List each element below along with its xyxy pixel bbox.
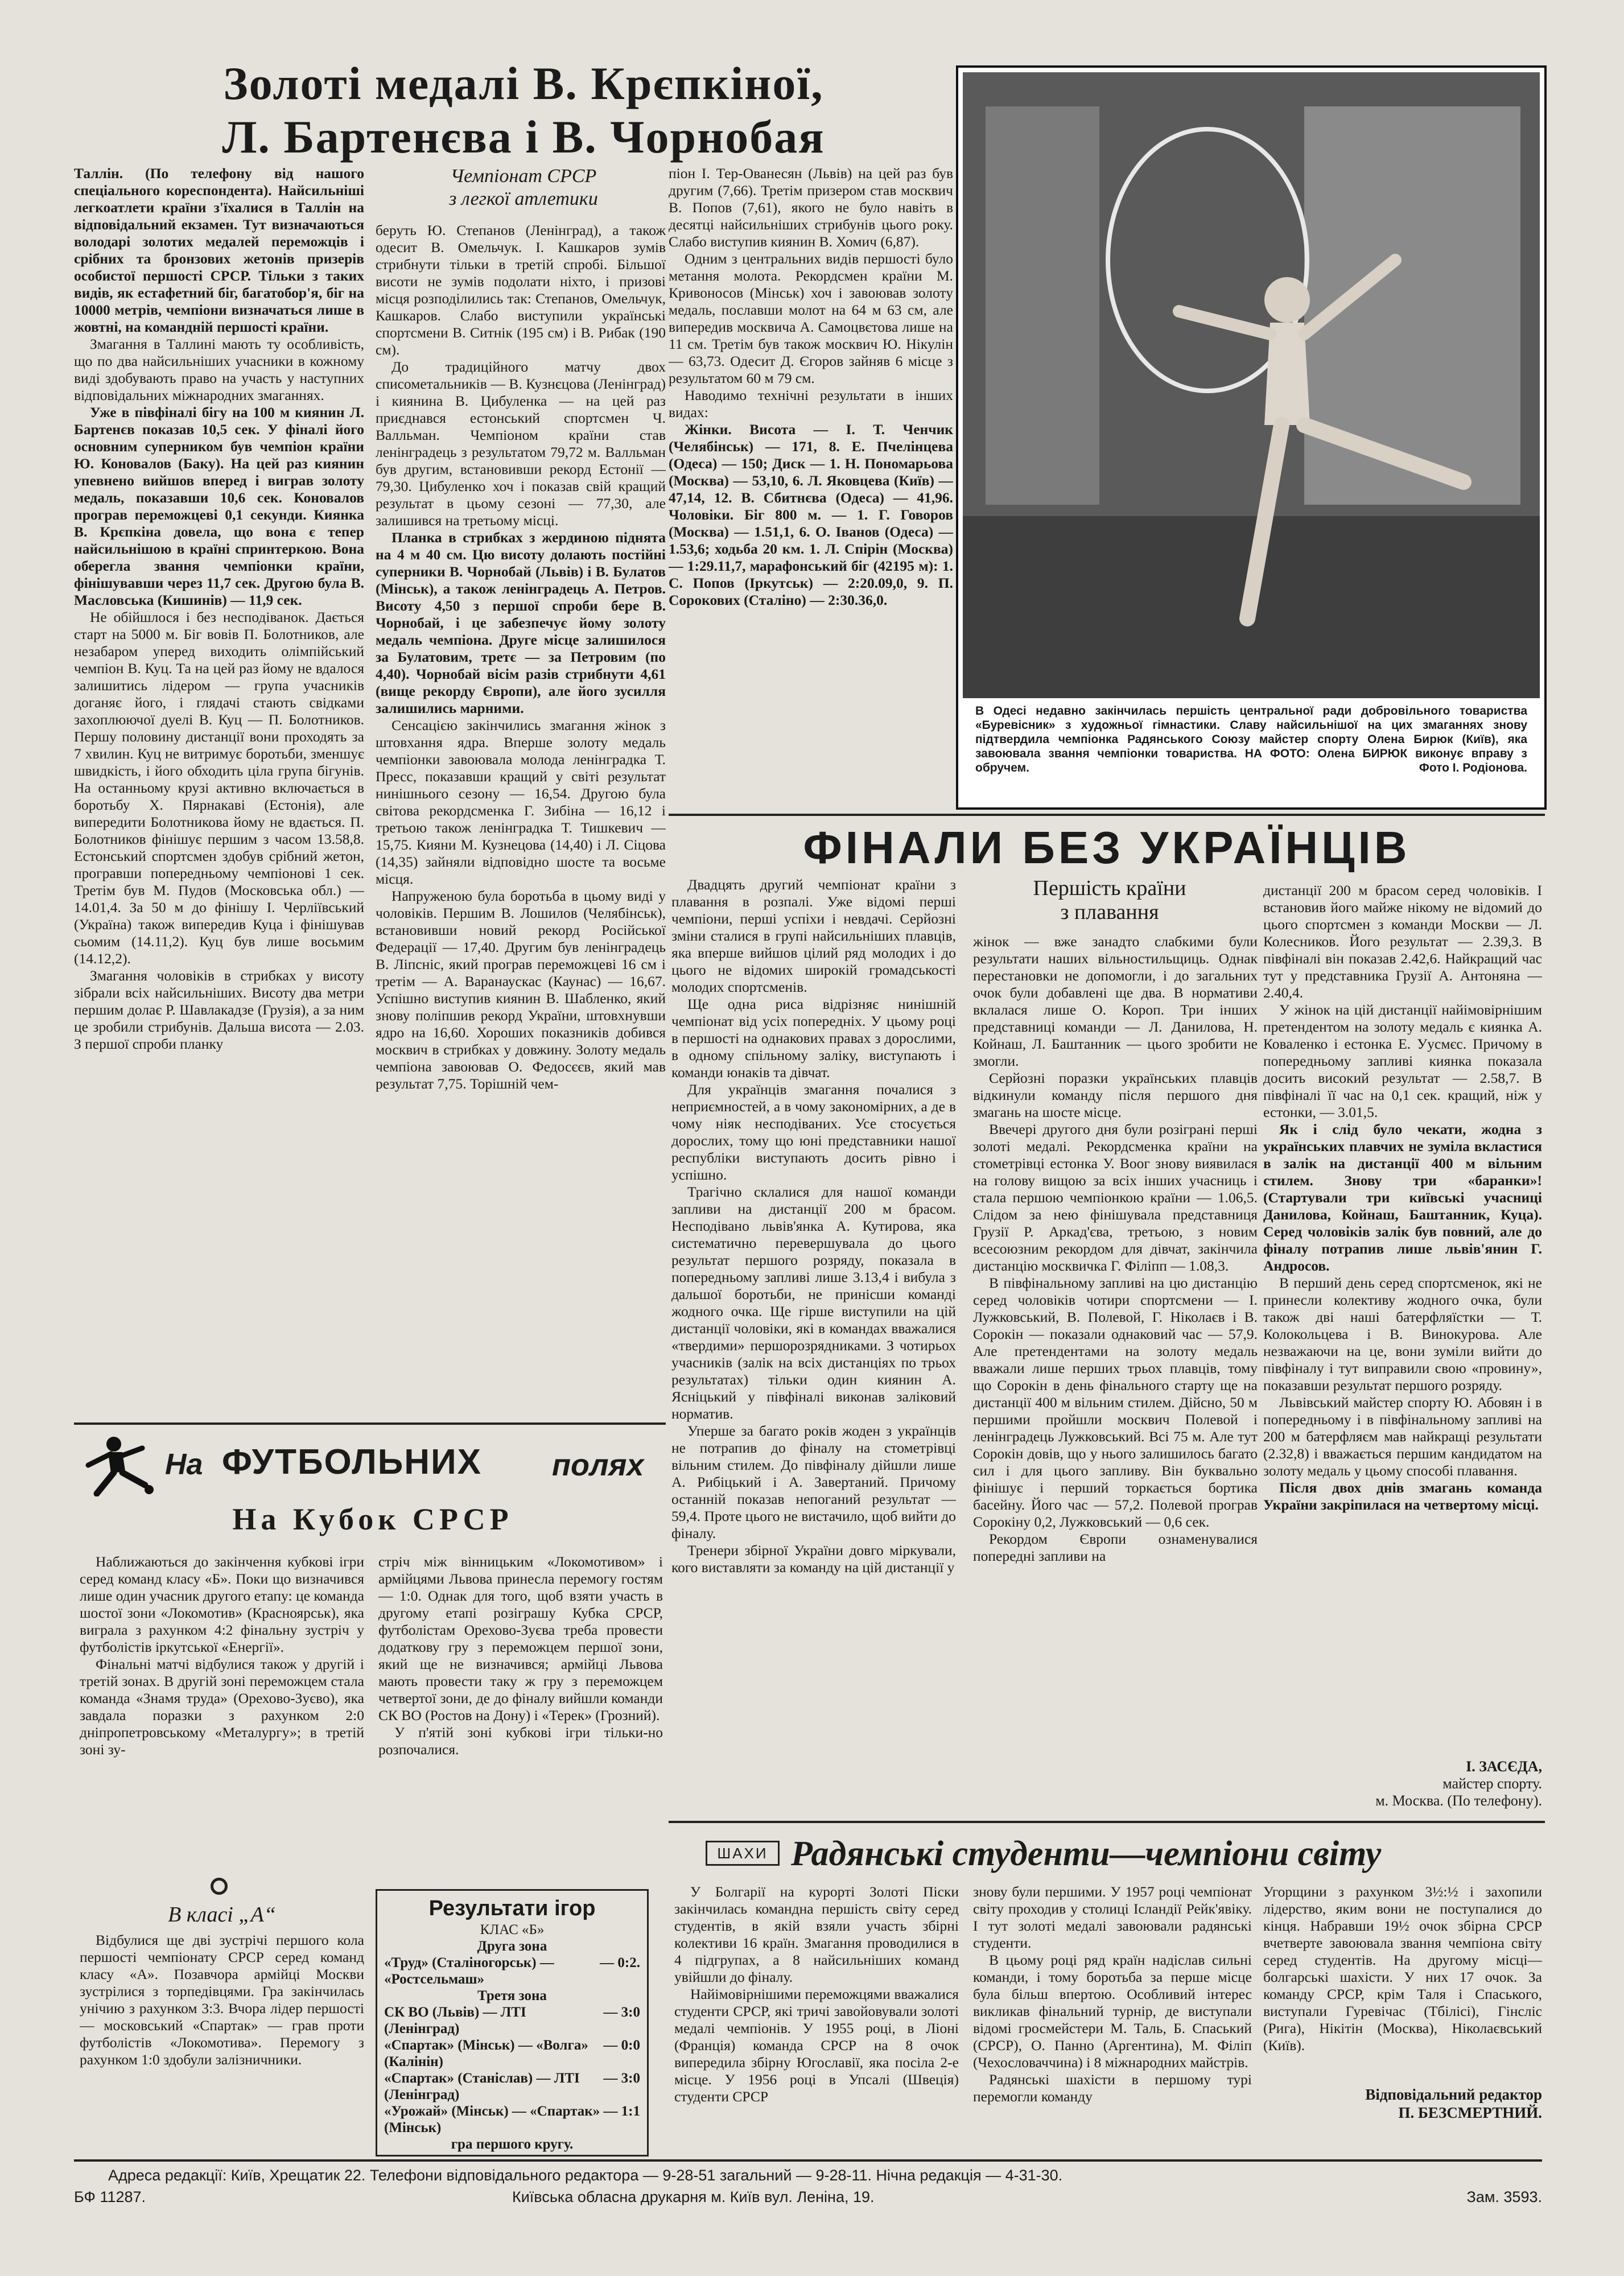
athletics-paragraph: Уже в півфіналі бігу на 100 м киянин Л. Бартенєв показав 10,5 сек. У фіналі його основним суперником був чемпіон країни Ю. Коновалов (Баку). На цей раз киянин упевнено вийшов вперед і виграв золоту медаль, показавши 10,6 сек. Коновалов програв переможцеві 0,1 секунди. Киянка В. Крєпкіна довела, що вона є тепер найсильнішою в країні спринтеркою. Вона оберегла звання чемпіонки країни, фінішувавши через 11,7 сек. Другою була В. Масловська (Кишинів) — 11,9 сек. [74, 404, 364, 608]
swimming-paragraph: Тренери збірної України довго міркували, кого виставляти за команду на цій дистанції у [671, 1542, 956, 1576]
football-paragraph: Фінальні матчі відбулися також у другій і третій зонах. В другій зоні переможцем стала команда «Знамя труда» (Орехово-Зуєво), яка завдала поразки з рахунком 2:0 дніпропетровському «Металургу»; в третій зоні зу- [80, 1656, 364, 1758]
swimming-signature [1263, 1758, 1542, 1809]
athletics-column-1 [74, 165, 364, 1417]
photo-credit: Фото І. Родіонова. [1419, 761, 1527, 774]
results-score: — 1:1 [603, 2104, 640, 2119]
results-row [384, 2070, 640, 2103]
swimming-headline: ФІНАЛИ БЕЗ УКРАЇНЦІВ [803, 822, 1411, 873]
photo-caption [975, 704, 1527, 775]
footballer-icon [80, 1434, 154, 1496]
athletics-paragraph: Одним з центральних видів першості було метання молота. Рекордсмен країни М. Кривоносов (Мінськ) хоч і завоював золоту медаль, пославши молот на 64 м 63 см, але випередив москвича А. Самоцвєтова лише на 11 см. Третім був також москвич Ю. Нікулін — 63,73. Одесит Д. Єгоров зайняв 6 місце з результатом 60 м 79 см. [669, 250, 953, 386]
results-row [384, 1955, 640, 1988]
editor-label: Відповідальний редактор [1365, 2086, 1542, 2103]
chess-column-3 [1263, 1883, 1542, 2071]
swimming-dateline: м. Москва. (По телефону). [1375, 1792, 1542, 1809]
footer-order: Зам. 3593. [1466, 2188, 1542, 2205]
photo-caption-text: В Одесі недавно закінчилась першість центральної ради добровільного товариства «Буревісник» з художньої гімнастики. Славу найсильнішої на цих змаганнях знову підтвердила чемпіонка Радянського Союзу майстер спорту Олена Бирюк (Київ), яка завоювала звання чемпіонки товариства. НА ФОТО: Олена БИРЮК виконує вправу з обручем. [975, 704, 1527, 774]
football-banner-na: На [165, 1448, 203, 1481]
results-title: Результати ігор [428, 1896, 596, 1920]
editor-block [1263, 2085, 1542, 2122]
gymnast-photo [963, 72, 1540, 698]
football-paragraph: Наближаються до закінчення кубкові ігри серед команд класу «Б». Поки що визначився лише один учасник другого етапу: це команда шостої зони «Локомотив» (Красноярськ), яка виграла з рахунком 4:2 фінальну зустріч у футболістів іркутської «Енергії». [80, 1553, 364, 1655]
chess-paragraph: В цьому році ряд країн надіслав сильні команди, і тому боротьба за перше місце була більш впертою. Особливий інтерес викликав фінальний турнір, де виступали відомі гросмейстери М. Таль, Б. Спаський (СРСР), О. Панно (Аргентина), М. Філіп (Чехословаччина) і 8 міжнародних майстрів. [973, 1952, 1252, 2071]
swimming-subtitle [967, 876, 1252, 924]
chess-paragraph: У Болгарії на курорті Золоті Піски закінчилась командна першість світу серед студентів, в якій взяли участь збірні колективи 16 країн. Змагання проводилися в 4 підгрупах, а 8 найсильніших команд увійшли до фіналу. [674, 1883, 959, 1985]
athletics-subtitle [376, 165, 671, 211]
football-ornament [211, 1878, 228, 1895]
swimming-paragraph: Як і слід було чекати, жодна з українських плавчих не зуміла вкластися в залік на дистанції 400 м вільним стилем. Знову три «баранки»! (Стартували три київські учасниці Данилова, Койнаш, Баштанник, Куца). Серед чоловіків залік був повний, але до фіналу потрапив лише львів'янин Г. Андросов. [1263, 1121, 1542, 1274]
swimming-paragraph: Уперше за багато років жоден з українців не потрапив до фіналу на стометрівці вільним стилем. До півфіналу дійшли лише А. Рибіцький і А. Завертаний. Причому останній показав непоганий результат — 59,4. Проте цього не вистачило, щоб вийти до фіналу. [671, 1422, 956, 1541]
results-teams: СК ВО (Львів) — ЛТІ (Ленінград) [384, 2005, 526, 2036]
athletics-paragraph: Не обійшлося і без несподіванок. Дається старт на 5000 м. Біг вовів П. Болотников, але незабаром уперед виходить олімпійський чемпіон В. Куц. Та на цей раз йому не вдалося залишитись лідером — група учасників доганяє його, і глядачі стають свідками захоплюючої дуелі В. Куц — П. Болотников. Першу половину дистанції вони проходять за 7 хвилин. Куц не витримує боротьби, зменшує швидкість, і його обходить ціла група бігунів. На останньому крузі активно включається в боротьбу Х. Пярнакаві (Естонія), але випередити Болотникова йому не вдається. П. Болотников фінішує першим з часом 13.58,8. Естонський спортсмен здобув срібний жетон, програвши попередньому чемпіонові 1 сек. Третім був М. Пудов (Московська обл.) — 14.01,4. За 50 м до фінішу І. Черліївський (Україна) також випередив Куца і фінішував сьомим (14.11,2). Куц був лише восьмим (14.12,2). [74, 609, 364, 967]
results-zone3: Третя зона [477, 1988, 547, 2003]
football-column-2 [378, 1553, 663, 1878]
footer [74, 2165, 1542, 2216]
chess-paragraph: Найімовірнішими переможцями вважалися студенти СРСР, які тричі завойовували золоті медалі чемпіонів. У 1955 році, в Ліоні (Франція) команда СРСР на 8 очок випередила збірну Югославії, яка посіла 2-е місце. У 1956 році в Упсалі (Швеція) студенти СРСР [674, 1986, 959, 2105]
athletics-column-2 [376, 222, 666, 1417]
results-score: — 3:0 [603, 2005, 640, 2020]
swimming-column-2 [973, 933, 1258, 1815]
athletics-paragraph: Сенсацією закінчились змагання жінок з штовхання ядра. Вперше золоту медаль чемпіонки завоювала молода ленінградка Т. Пресс, показавши кращий у світі результат нинішнього сезону — 16,54. Другою була світова рекордсменка Г. Зибіна — 16,12 і третьою також ленінградка Т. Тишкевич — 15,75. Кияни М. Кузнецова (14,40) і Л. Сіцова (14,35) зайняли відповідно шосте та восьме місця. [376, 717, 666, 887]
athletics-column-3 [669, 165, 953, 814]
athletics-paragraph: Наводимо технічні результати в інших видах: [669, 387, 953, 420]
class-a-paragraph: Відбулися ще дві зустрічі першого кола першості чемпіонату СРСР серед команд класу «А». Позавчора армійці Москви зустрілися з торпедівцями. Гра закінчилась унічию з рахунком 3:3. Вчора лідер першості — московський «Спартак» — грав проти футболістів «Локомотива». Перемогу з рахунком 1:0 здобули залізничники. [80, 1932, 364, 2068]
swimming-top-rule [669, 814, 1545, 816]
swimming-column-3 [1263, 882, 1542, 1747]
swimming-paragraph: У жінок на цій дистанції найімовірнішим претендентом на золоту медаль є киянка А. Коваленко і естонка Е. Уусмєс. Причому в попередньому запливі киянка показала досить високий результат — 2.58,7. В півфіналі її час на 0,1 сек. кращий, ніж у естонки, — 3.01,5. [1263, 1001, 1542, 1120]
football-column-1 [80, 1553, 364, 1861]
swimming-paragraph: жінок — вже занадто слабкими були результати наших вільностильщиць. Однак перестановки не допомогли, і до загальних очок були добавлені ще два. В нормативи вклалася лише О. Короп. Три інших представниці команди — Л. Данилова, Н. Койнаш, Л. Баштанник — цього зробити не змогли. [973, 933, 1258, 1069]
class-a-heading: В класі „А“ [168, 1903, 276, 1927]
football-top-rule [74, 1422, 666, 1425]
swimming-subtitle-line1: Першість країни [1033, 876, 1186, 900]
footer-bf: БФ 11287. [74, 2188, 146, 2205]
athletics-paragraph: Змагання в Таллині мають ту особливість, що по два найсильніших учасники в кожному виді здобувають право на участь у наступних відповідальних міжнародних змаганнях. [74, 336, 364, 403]
swimming-subtitle-line2: з плавання [1060, 900, 1159, 924]
results-score: — 0:0 [603, 2038, 640, 2053]
athletics-paragraph: Планка в стрибках з жердиною піднята на 4 м 40 см. Цю висоту долають постійні суперники В. Чорнобай (Львів) і В. Булатов (Мінськ), а також ленінградець А. Петров. Висоту 4,50 з першої спроби бере В. Чорнобай, і це забезпечує йому золоту медаль чемпіона. Друге місце залишилося за Булатовим, третє — за Петровим (по 4,40). Чорнобай вісім разів стрибнути 4,61 (вище рекорду Європи), але його зусилля залишились марними. [376, 529, 666, 716]
chess-headline: Радянські студенти—чемпіони світу [791, 1834, 1382, 1873]
swimming-paragraph: Ввечері другого дня були розіграні перші золоті медалі. Рекордсменка країни на стометрівці естонка У. Воог знову виявилася на голову вищою за всіх інших учасниць і стала першою чемпіонкою країни — 1.06,5. Слідом за нею фінішувала представниця Грузії Р. Аркад'єва, третьою, з новим всесоюзним рекордом для дівчат, закінчила дистанцію москвичка Г. Філіпп — 1.08,3. [973, 1121, 1258, 1274]
athletics-paragraph: До традиційного матчу двох списометальників — В. Кузнєцова (Ленінград) і киянина В. Цибуленка — на цей раз приєднався естонський спортсмен Ч. Валльман. Чемпіоном країни став ленінградець з результатом 79,72 м. Валльман був другим, встановивши рекорд Естонії — 79,30. Цибуленко хоч і показав свій кращий результат в цьому сезоні — 77,30, але залишився на третьому місці. [376, 358, 666, 529]
chess-top-rule [669, 1821, 1545, 1823]
swimming-author-role: майстер спорту. [1442, 1775, 1542, 1792]
results-score: — 0:2. [600, 1955, 640, 1970]
footer-rule [74, 2159, 1542, 2162]
chess-paragraph: знову були першими. У 1957 році чемпіонат світу проходив у столиці Ісландії Рейк'явіку. І тут золоті медалі завоювали радянські студенти. [973, 1883, 1252, 1951]
swimming-paragraph: дистанції 200 м брасом серед чоловіків. І встановив його майже нікому не відомий до цього спортсмен з команди Москви — Л. Колесников. Його результат — 2.39,3. В півфіналі він показав 2.42,6. Найкращий час тут у представника Грузії А. Антоняна — 2.40,4. [1263, 882, 1542, 1001]
athletics-subtitle-line1: Чемпіонат СРСР [450, 166, 597, 187]
football-heading: На Кубок СРСР [232, 1502, 513, 1536]
swimming-paragraph: Серйозні поразки українських плавців відкинули команду після першого дня змагань на шосте місце. [973, 1070, 1258, 1120]
athletics-paragraph: беруть Ю. Степанов (Ленінград), а також одесит В. Омельчук. І. Кашкаров зумів стрибнути тільки в третій спробі. Більшої висоти не зумів подолати ніхто, і призові місця розподілились так: Степанов, Омельчук, Кашкаров. Слабо виступили українські спортсмени В. Ситнік (195 см) і В. Рибак (190 см). [376, 222, 666, 358]
athletics-paragraph: Жінки. Висота — І. Т. Ченчик (Челябінськ) — 171, 8. Е. Пчелінцева (Одеса) — 150; Диск — 1. Н. Пономарьова (Москва) — 53,10, 6. Л. Яковцева (Київ) — 47,14, 12. В. Сбитнєва (Одеса) — 41,96. Чоловіки. Біг 800 м. — 1. Г. Говоров (Москва) — 1.51,1, 6. О. Іванов (Одеса) — 1.53,6; ходьба 20 км. 1. Л. Спірін (Москва) — 1:29.11,7, марафонський біг (42195 м): 1. С. Попов (Іркутськ) — 2:20.09,0, 9. П. Сорокових (Сталіно) — 2:30.36,0. [669, 421, 953, 608]
results-note: гра першого кругу. [451, 2137, 574, 2152]
results-box [376, 1889, 649, 2157]
results-teams: «Спартак» (Станіслав) — ЛТІ (Ленінград) [384, 2071, 580, 2102]
football-banner [80, 1434, 666, 1496]
class-a-column [80, 1932, 364, 2159]
editor-name: П. БЕЗСМЕРТНИЙ. [1398, 2104, 1542, 2121]
results-teams: «Урожай» (Мінськ) — «Спартак» (Мінськ) [384, 2104, 600, 2135]
swimming-paragraph: Після двох днів змагань команда України закріпилася на четвертому місці. [1263, 1479, 1542, 1513]
photo-frame [956, 65, 1547, 810]
footer-address: Адреса редакції: Київ, Хрещатик 22. Телефони відповідального редактора — 9-28-51 загальний — 9-28-11. Нічна редакція — 4-31-30. [108, 2167, 1063, 2184]
athletics-subtitle-line2: з легкої атлетики [449, 188, 598, 209]
athletics-headline-line2: Л. Бартенєва і В. Чорнобая [222, 111, 825, 163]
results-teams: «Труд» (Сталіногорськ) — «Ростсельмаш» [384, 1955, 554, 1987]
results-score: — 3:0 [603, 2071, 640, 2086]
chess-tag: ШАХИ [706, 1841, 780, 1866]
swimming-paragraph: Трагічно склалися для нашої команди запливи на дистанції 200 м брасом. Несподівано львів'янка А. Кутирова, яка систематично перевершувала до цього результат першого розряду, показала в попередньому запливі лише 3.13,4 і вибула з дальшої боротьби, не принісши команді жодного очка. Ще гірше виступили на цій дистанції чоловіки, які в командах вважалися «твердими» першорозрядниками. З чотирьох учасників (залік на всіх дистанціях по трьох результатах) тільки один киянин А. Ясніцький у півфіналі виконав заліковий норматив. [671, 1184, 956, 1422]
footer-press: Київська обласна друкарня м. Київ вул. Леніна, 19. [512, 2188, 875, 2205]
athletics-paragraph: Змагання чоловіків в стрибках у висоту зібрали всіх найсильніших. Висоту два метри першим долає Р. Шавлакадзе (Грузія), а за ним це зробили стрибунів. Дальша висота — 2.03. З першої спроби планку [74, 967, 364, 1052]
results-teams: «Спартак» (Мінськ) — «Волга» (Калінін) [384, 2038, 588, 2069]
swimming-paragraph: Рекордом Європи ознаменувалися попередні запливи на [973, 1531, 1258, 1564]
gymnast-hoop-figure [963, 72, 1540, 698]
chess-column-1 [674, 1883, 959, 2134]
athletics-paragraph: Напруженою була боротьба в цьому виді у чоловіків. Першим В. Лошилов (Челябінськ), встановивши новий рекорд Російської Федерації — 17,40. Другим був ленінградець В. Ліпсніс, який програв переможцеві 16 см і третім — А. Варанаускас (Каунас) — 16,67. Успішно виступив киянин В. Шабленко, який знову поліпшив рекорд України, штовхнувши ядро на 16,60. Хороших показників добився москвич в стрибках у довжину. Золоту медаль чемпіона завоював О. Федосєєв, який мав результат 7,75. Торішній чем- [376, 888, 666, 1092]
chess-paragraph: Радянські шахісти в першому турі перемогли команду [973, 2071, 1252, 2105]
football-paragraph: У п'ятій зоні кубкові ігри тільки-но розпочалися. [378, 1724, 663, 1758]
swimming-paragraph: В півфінальному запливі на цю дистанцію серед чоловіків чотири спортсмени — І. Лужковський, В. Полевой, Г. Ніколаєв і В. Сорокін — показали однаковий час — 57,9. Але претендентами на золоту медаль вважали лише перших трьох плавців, тому що Сорокін в день фінального старту ще на дистанції 400 м вільним стилем. Дійсно, 50 м першими пройшли москвич Полевой і ленінградець Лужковський. Всі 75 м. Але тут Сорокін довів, що у нього залишилось багато сил і для цього запливу. Він буквально фінішує і перший торкається бортика басейну. Його час — 57,2. Полевой програв Сорокіну 0,2, Лужковський — 0,6 сек. [973, 1275, 1258, 1530]
athletics-headline [80, 57, 967, 164]
results-row [384, 2004, 640, 2037]
chess-paragraph: Угорщини з рахунком 3½:½ і захопили лідерство, яким вони не поступалися до кінця. Набравши 19½ очок збірна СРСР вчетверте завоювала звання чемпіона світу серед студентів. На другому місці—болгарські шахісти. У них 17 очок. За команду СРСР, крім Таля і Спаського, виступали Гуревічас (Тбілісі), Гінсліс (Рига), Нікітін (Москва), Ніколаєвський (Київ). [1263, 1883, 1542, 2054]
athletics-paragraph: Таллін. (По телефону від нашого спеціального кореспондента). Найсильніші легкоатлети країни з'їхалися в Таллін на відповідальний екзамен. Тут визначаються володарі золотих медалей переможців і срібних та бронзових жетонів призерів особистої першості СРСР. Тільки з таких видів, як естафетний біг, багатобор'я, біг на 10000 метрів, чемпіони визначаться лише в жовтні, на командній першості країни. [74, 165, 364, 335]
swimming-paragraph: Львівський майстер спорту Ю. Абовян і в попередньому і в півфінальному запливі на 200 м батерфляєм мав найкращі результати (2.32,8) і вважається першим кандидатом на золоту медаль у цьому способі плавання. [1263, 1394, 1542, 1479]
swimming-paragraph: В перший день серед спортсменок, які не принесли колективу жодного очка, були також дві наші батерфляїстки — Т. Колокольцева і В. Винокурова. Але незважаючи на це, вони зуміли вийти до півфіналу і тут виправили свою «провину», показавши результат першого розряду. [1263, 1275, 1542, 1393]
football-banner-main: ФУТБОЛЬНИХ [222, 1442, 482, 1482]
results-row [384, 2037, 640, 2070]
football-paragraph: стріч між вінницьким «Локомотивом» і армійцями Львова принесла перемогу гостям — 1:0. Однак для того, щоб взяти участь в другому етапі розіграшу Кубка СРСР, футболістам Орехово-Зуєва треба провести додаткову гру з переможцем першої зони, який ще не визначився; армійці Львова мають провести таку ж гру з переможцем четвертої зони, де до фіналу вийшли команди СК ВО (Ростов на Дону) і «Терек» (Грозний). [378, 1553, 663, 1724]
results-zone2: Друга зона [477, 1939, 547, 1954]
swimming-paragraph: Для українців змагання почалися з неприємностей, а в чому закономірних, а де в чому ніяк несподіваних. Усе стосується дорослих, тому що юні представники нашої республіки виступають досить рівно і успішно. [671, 1081, 956, 1183]
results-row [384, 2103, 640, 2136]
results-class: КЛАС «Б» [480, 1922, 545, 1937]
chess-column-2 [973, 1883, 1252, 2134]
football-banner-end: полях [552, 1448, 644, 1482]
swimming-column-1 [671, 876, 956, 1815]
swimming-author: І. ЗАСЄДА, [1466, 1758, 1542, 1775]
athletics-paragraph: піон І. Тер-Ованесян (Львів) на цей раз був другим (7,66). Третім призером став москвич В. Попов (7,61), якого не було навіть в десятці найсильніших стрибунів цього року. Слабо виступив киянин В. Хомич (6,87). [669, 165, 953, 250]
athletics-headline-line1: Золоті медалі В. Крєпкіної, [223, 57, 824, 109]
swimming-paragraph: Ще одна риса відрізняє нинішній чемпіонат від усіх попередніх. У цьому році в першості на однакових правах з дорослими, в одному спільному заліку, виступають і команди юнаків та дівчат. [671, 996, 956, 1081]
swimming-paragraph: Двадцять другий чемпіонат країни з плавання в розпалі. Уже відомі перші чемпіони, перші успіхи і невдачі. Серйозні зміни сталися в групі найсильніших плавців, яка вперше вийшов цілий ряд молодих і до цього не відомих широкій громадськості молодих спортсменів. [671, 876, 956, 995]
